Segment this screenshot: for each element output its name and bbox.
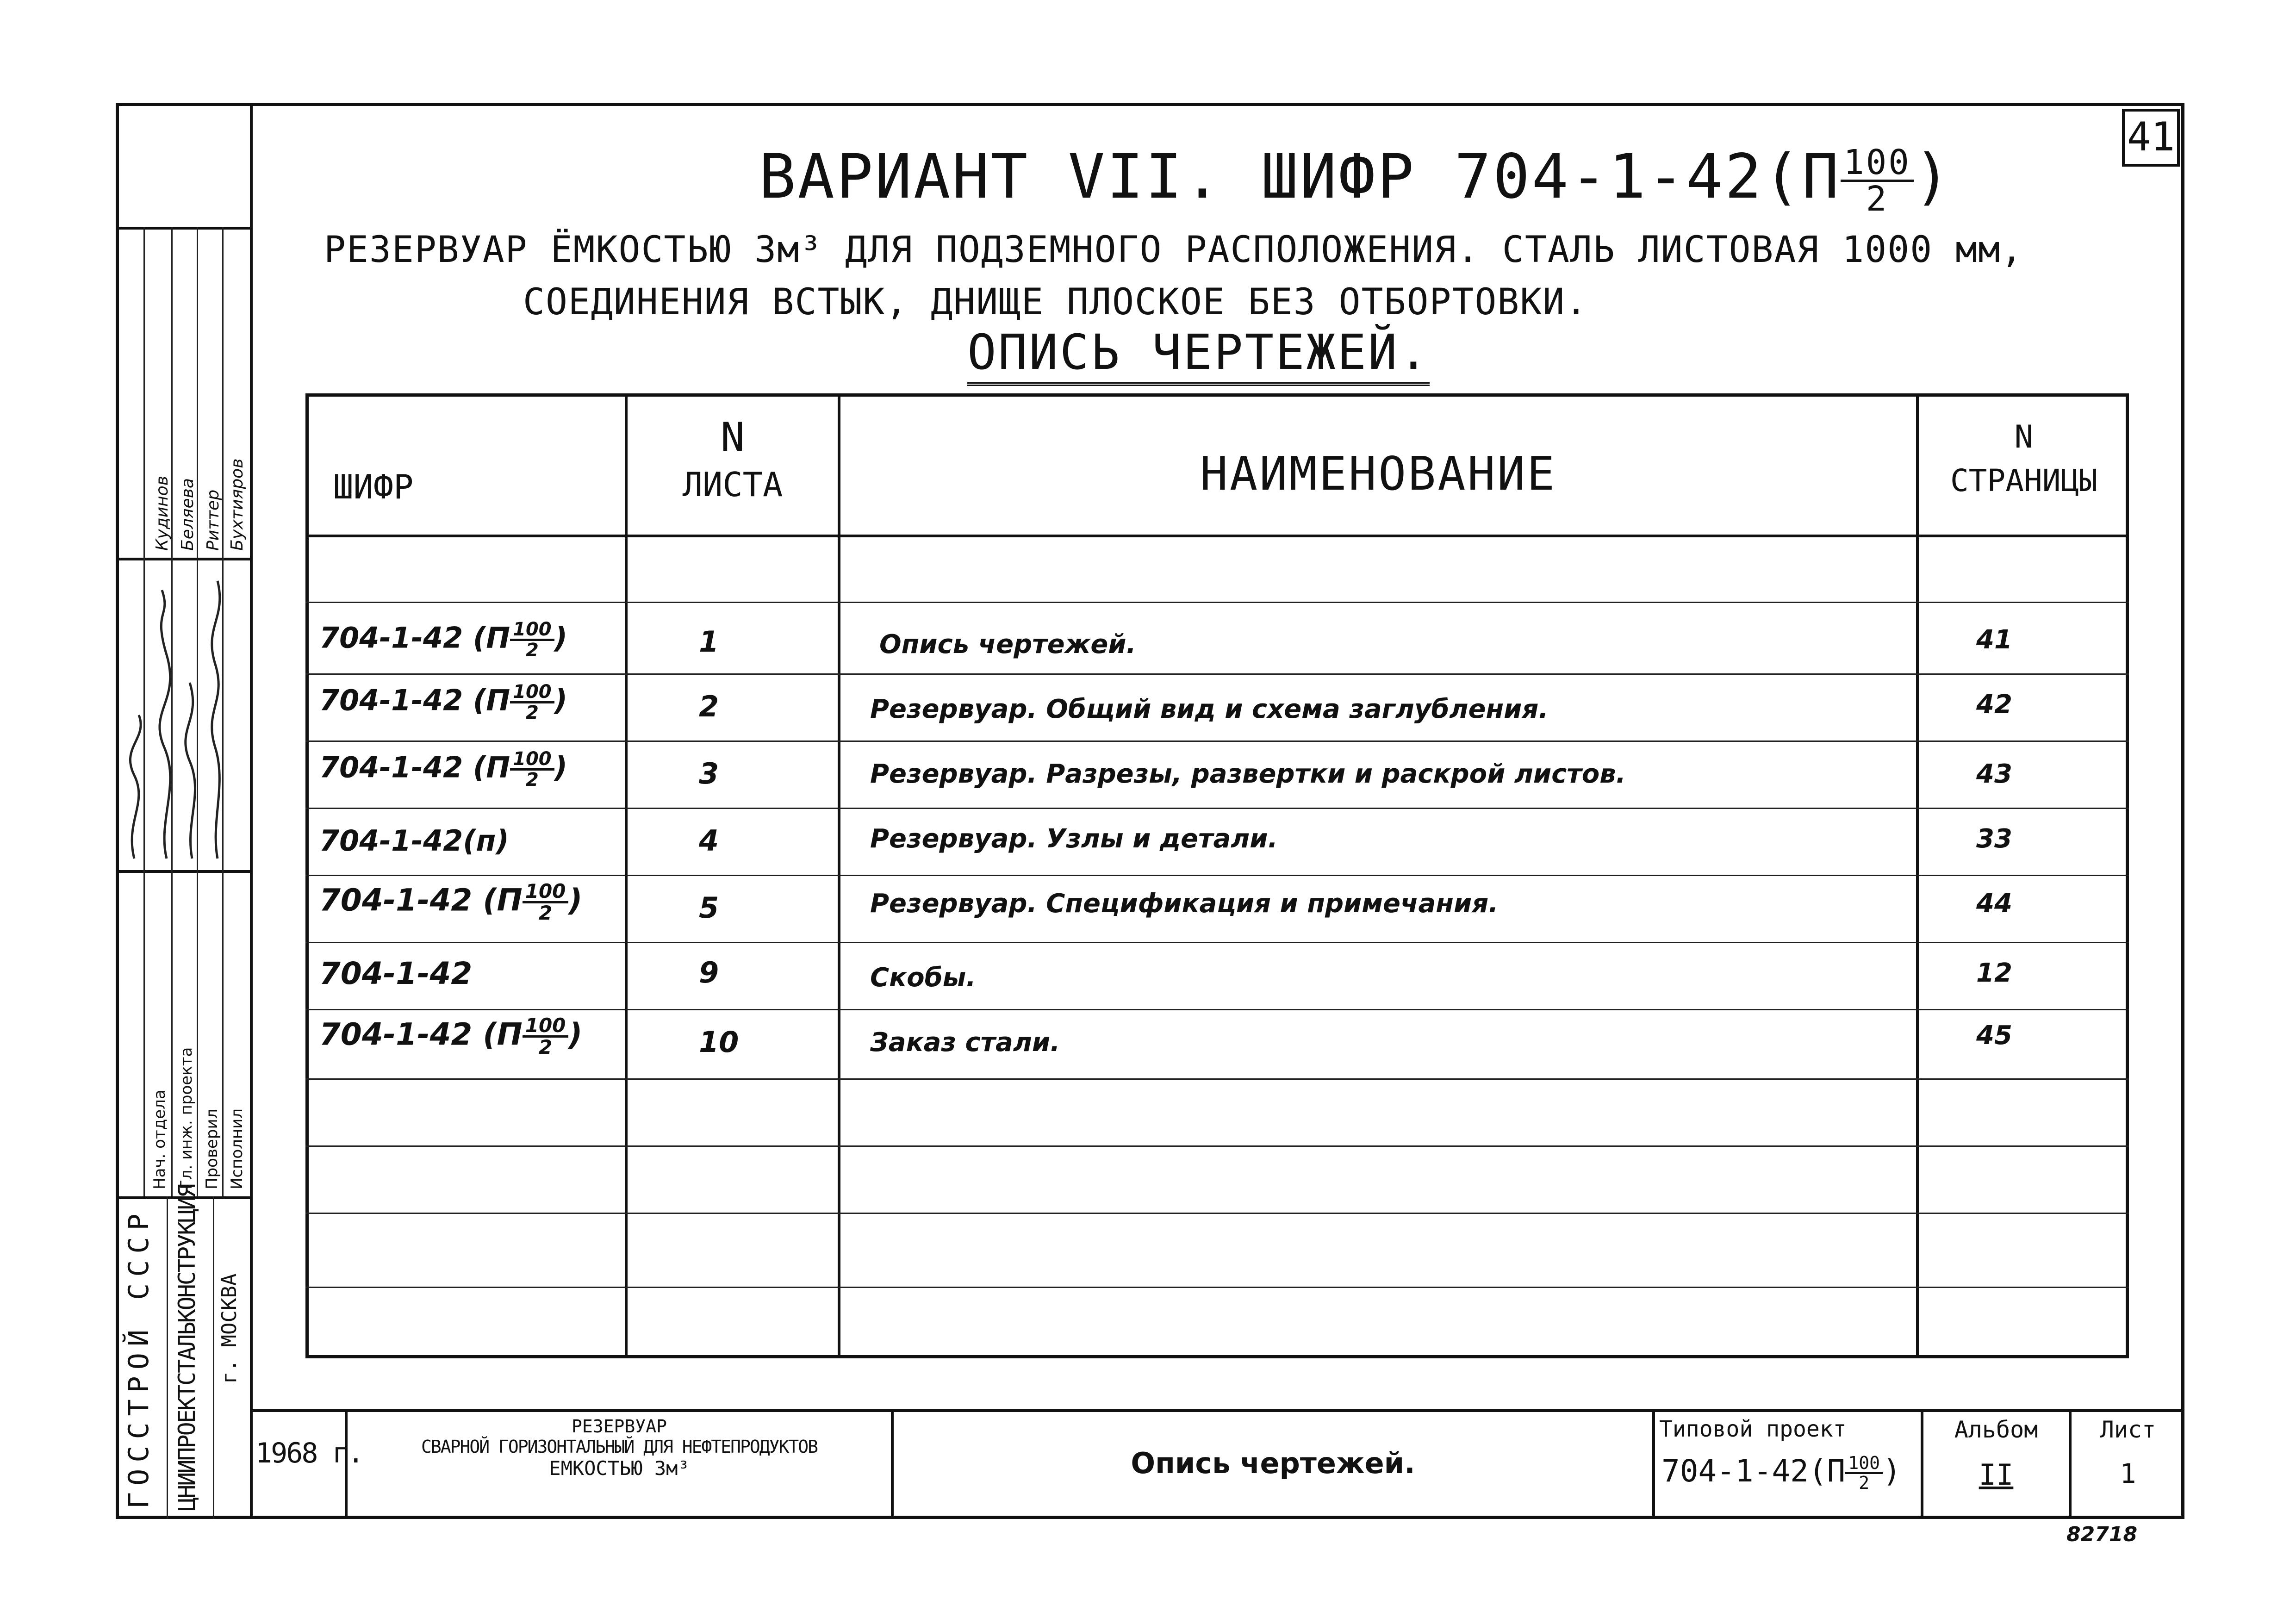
row-sheet: 4 <box>699 824 719 858</box>
row-code: 704-1-42 <box>319 956 473 991</box>
row-sheet: 10 <box>699 1025 739 1059</box>
signature-marks <box>116 562 250 868</box>
row-page: 43 <box>1976 759 2012 789</box>
row-page: 45 <box>1976 1020 2012 1051</box>
tb-year: 1968 г. <box>255 1437 363 1469</box>
title-close: ) <box>1913 141 1953 212</box>
table-row-line <box>305 942 2129 943</box>
row-code: 704-1-42 (П $\frac{100}{2}$ ) <box>319 880 583 924</box>
row-sheet: 9 <box>699 956 719 989</box>
sidebar-role-2: Гл. инж. проекта <box>177 1047 196 1189</box>
table-row-line <box>305 808 2129 809</box>
title-block-col <box>1652 1409 1655 1519</box>
row-name: Резервуар. Спецификация и примечания. <box>870 889 1499 919</box>
tb-sheet-label: Лист <box>2100 1416 2156 1443</box>
tb-project-label: Типовой проект <box>1659 1416 1847 1442</box>
row-page: 44 <box>1976 889 2012 919</box>
tb-doc-title: Опись чертежей. <box>1131 1446 1415 1480</box>
org-gosstroy: ГОССТРОЙ СССР <box>123 1207 155 1509</box>
sidebar-org-col <box>167 1196 168 1519</box>
row-code: 704-1-42 (П $\frac{100}{2}$ ) <box>319 748 567 790</box>
org-institute: ЦНИИПРОЕКТСТАЛЬКОНСТРУКЦИЯ <box>174 1185 200 1511</box>
row-code: 704-1-42 (П $\frac{100}{2}$ ) <box>319 681 567 723</box>
sidebar-lower-rule <box>116 870 250 873</box>
section-title <box>967 324 1430 386</box>
title-block-top <box>250 1409 2184 1412</box>
header-page: СТРАНИЦЫ <box>1950 463 2097 498</box>
header-sheet-n: N <box>721 414 745 460</box>
table-row-line <box>305 1145 2129 1147</box>
table-row-line <box>305 740 2129 742</box>
sidebar-role-4: Исполнил <box>228 1108 246 1189</box>
row-name: Скобы. <box>870 963 976 993</box>
tb-album-label: Альбом <box>1954 1416 2038 1443</box>
tb-product-line3: ЕМКОСТЬЮ 3м³ <box>549 1457 690 1480</box>
sidebar-top-rule <box>116 227 250 230</box>
table-header-line <box>305 535 2129 537</box>
title-text: ВАРИАНТ VII. ШИФР 704-1-42(П <box>759 141 1841 212</box>
subtitle-line-1: РЕЗЕРВУАР ЁМКОСТЬЮ 3м³ ДЛЯ ПОДЗЕМНОГО РАСПОЛОЖЕНИЯ. СТАЛЬ ЛИСТОВАЯ 1000 мм, <box>324 229 2023 271</box>
header-page-n: N <box>2014 419 2034 455</box>
row-code: 704-1-42(п) <box>319 824 509 858</box>
row-name: Резервуар. Разрезы, развертки и раскрой листов. <box>870 759 1626 789</box>
header-name: НАИМЕНОВАНИЕ <box>1200 447 1557 501</box>
table-row <box>305 611 2129 671</box>
org-city: г. МОСКВА <box>218 1273 241 1384</box>
table-row-line <box>305 1287 2129 1288</box>
table-row-line <box>305 875 2129 876</box>
sheet-number: 41 <box>2127 114 2175 160</box>
sidebar-mid-rule <box>116 558 250 560</box>
header-code: ШИФР <box>333 467 414 506</box>
stamp-number: 82718 <box>2066 1523 2138 1546</box>
sidebar-org-col <box>213 1196 214 1519</box>
sheet-number-badge <box>2122 109 2180 167</box>
row-sheet: 3 <box>699 757 719 790</box>
table-row <box>305 678 2129 738</box>
row-name: Заказ стали. <box>870 1027 1060 1058</box>
row-page: 12 <box>1976 958 2012 988</box>
table-row <box>305 946 2129 1007</box>
title-fraction: $\frac{100}{2}$ <box>1841 145 1914 216</box>
table-row <box>305 1014 2129 1076</box>
sidebar-divider <box>250 103 253 1519</box>
table-row-line <box>305 1078 2129 1080</box>
row-code: 704-1-42 (П $\frac{100}{2}$ ) <box>319 619 567 661</box>
row-name: Резервуар. Общий вид и схема заглубления. <box>870 694 1549 724</box>
sidebar-name-4: Бухтияров <box>228 458 247 551</box>
sidebar-name-2: Беляева <box>178 478 197 551</box>
table-row-line <box>305 673 2129 675</box>
tb-album-value: II <box>1979 1458 2014 1492</box>
row-sheet: 2 <box>699 690 719 723</box>
table-row <box>305 812 2129 872</box>
table-row <box>305 879 2129 940</box>
sidebar-name-3: Риттер <box>204 489 223 551</box>
row-sheet: 5 <box>699 891 719 925</box>
row-code: 704-1-42 (П $\frac{100}{2}$ ) <box>319 1014 583 1058</box>
tb-product-line2: СВАРНОЙ ГОРИЗОНТАЛЬНЫЙ ДЛЯ НЕФТЕПРОДУКТОВ <box>421 1437 817 1457</box>
tb-product-line1: РЕЗЕРВУАР <box>572 1416 667 1437</box>
header-sheet: ЛИСТА <box>682 465 783 504</box>
row-page: 33 <box>1976 824 2012 854</box>
row-sheet: 1 <box>699 625 719 659</box>
sidebar-role-1: Нач. отдела <box>150 1089 169 1189</box>
tb-sheet-value: 1 <box>2120 1458 2136 1489</box>
row-page: 41 <box>1976 625 2012 655</box>
page-title <box>759 141 1953 219</box>
table-row-line <box>305 602 2129 603</box>
table-row-line <box>305 1009 2129 1010</box>
table-row <box>305 745 2129 805</box>
section-title-text: ОПИСЬ ЧЕРТЕЖЕЙ. <box>967 324 1430 380</box>
tb-project-code: 704-1-42(П $\frac{100}{2}$ ) <box>1661 1453 1901 1493</box>
sidebar-name-1: Кудинов <box>153 476 172 551</box>
table-row-line <box>305 1213 2129 1214</box>
row-name: Опись чертежей. <box>879 629 1136 660</box>
tb-product <box>351 1416 888 1480</box>
subtitle-line-2: СОЕДИНЕНИЯ ВСТЫК, ДНИЩЕ ПЛОСКОЕ БЕЗ ОТБОРТОВКИ. <box>523 281 1588 323</box>
row-page: 42 <box>1976 690 2012 720</box>
sidebar-role-3: Проверил <box>203 1108 221 1189</box>
row-name: Резервуар. Узлы и детали. <box>870 824 1278 854</box>
